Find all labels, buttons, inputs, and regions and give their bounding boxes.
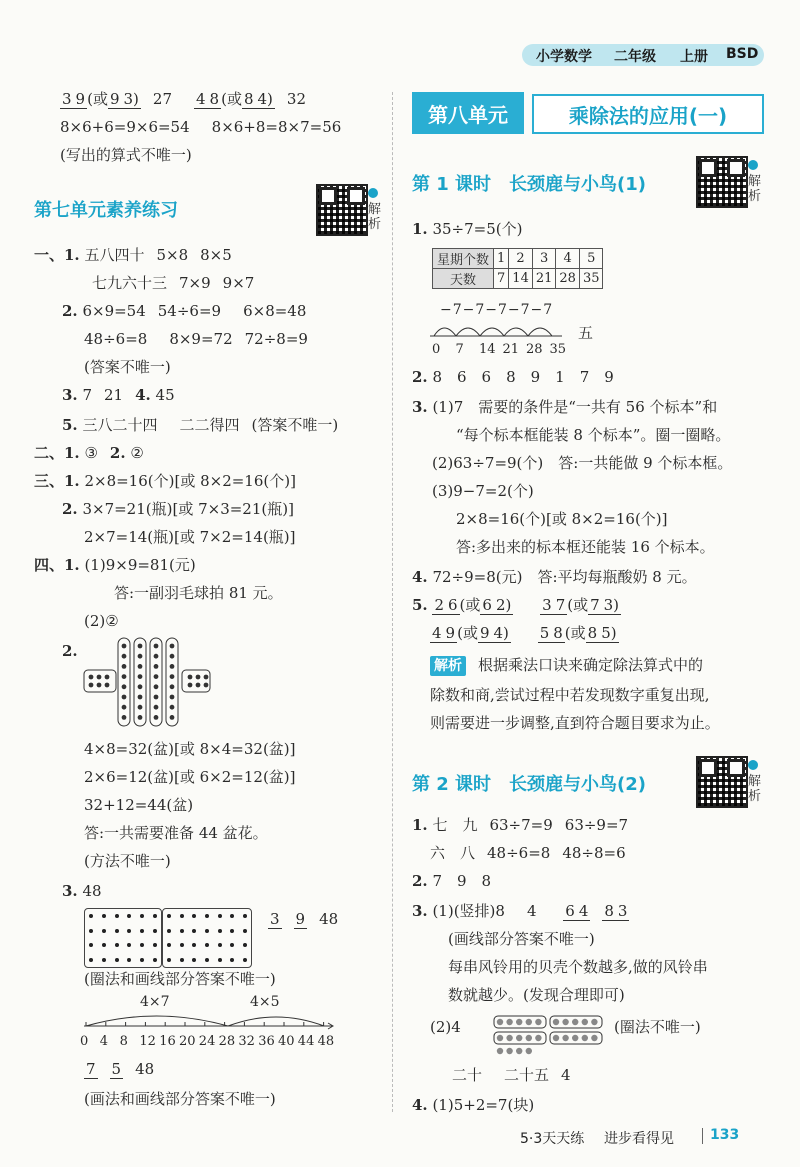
- flower-pot-dot: [154, 705, 159, 710]
- lesson1-title: 第 1 课时 长颈鹿与小鸟(1): [412, 174, 647, 195]
- qr-label: 解析: [368, 202, 382, 232]
- numline-arc2-label: 4×5: [250, 994, 280, 1010]
- table-cell: 4: [556, 249, 580, 269]
- l1-q3b: “每个标本框能装 8 个标本”。圈一圈略。: [456, 426, 731, 444]
- flower-pot-dot: [138, 674, 143, 679]
- flower-pot-dot: [138, 715, 143, 720]
- l2-q3-note: (画线部分答案不唯一): [448, 930, 595, 948]
- q1-3: 3. 7 21 4. 45: [62, 386, 175, 404]
- flower-pot-dot: [122, 674, 127, 679]
- dot: [230, 929, 234, 933]
- dot: [102, 943, 106, 947]
- l2-q3: 3. (1)(竖排)8 4 6 4 8 3: [412, 902, 628, 920]
- table-cell: 7: [494, 269, 509, 289]
- shell-dot: [497, 1019, 503, 1025]
- header-grade: 二年级: [614, 49, 656, 65]
- header-edition: BSD: [726, 46, 759, 62]
- dot: [205, 958, 209, 962]
- dot: [243, 914, 247, 918]
- shell-dot: [506, 1035, 512, 1041]
- dot: [205, 943, 209, 947]
- jumps-answer: 五: [578, 324, 594, 342]
- shell-dot: [553, 1035, 559, 1041]
- l1-q3: 3. (1)7 需要的条件是“一共有 56 个标本”和: [412, 398, 718, 416]
- dot: [115, 914, 119, 918]
- jump-tick-label: 35: [549, 342, 567, 357]
- q4-1: 四、1. (1)9×9=81(元): [34, 556, 196, 574]
- number-line-tick-label: 24: [198, 1034, 216, 1049]
- q1-5: 5. 三八二十四 二二得四 (答案不唯一): [62, 416, 339, 434]
- play-icon: [748, 160, 758, 170]
- shell-dot: [553, 1019, 559, 1025]
- shell-dot: [535, 1019, 541, 1025]
- flower-pot-dot: [154, 715, 159, 720]
- jiexi-line-1: 解析 根据乘法口诀来确定除法算式中的: [430, 654, 703, 676]
- q3-1: 三、1. 2×8=16(个)[或 8×2=16(个)]: [34, 472, 296, 490]
- flower-pot-dot: [154, 684, 159, 689]
- l1-q2: 2. 8 6 6 8 9 1 7 9: [412, 368, 614, 386]
- dot: [153, 958, 157, 962]
- flower-pot-dot: [154, 674, 159, 679]
- jiexi-line-2: 除数和商,尝试过程中若发现数字重复出现,: [430, 686, 710, 704]
- table-cell: 3: [532, 249, 556, 269]
- qr-code-icon: [696, 156, 748, 208]
- page-number: 133: [710, 1127, 740, 1143]
- q4-3-note: (圈法和画线部分答案不唯一): [84, 970, 276, 988]
- dot: [167, 958, 171, 962]
- number-line-tick-label: 40: [278, 1034, 295, 1049]
- l2-q3c: 每串风铃用的贝壳个数越多,做的风铃串: [448, 958, 708, 976]
- dot: [205, 929, 209, 933]
- q1-2: 2. 6×9=54 54÷6=9 6×8=48: [62, 302, 307, 320]
- numline-arc1-label: 4×7: [140, 994, 170, 1010]
- number-line-tick-label: 4: [99, 1034, 109, 1049]
- shell-dot: [535, 1035, 541, 1041]
- dot: [127, 914, 131, 918]
- dot: [180, 929, 184, 933]
- number-line-tick-label: 32: [238, 1034, 255, 1049]
- shell-dot: [582, 1019, 588, 1025]
- q1-1b: 七九六十三 7×9 9×7: [92, 274, 255, 292]
- dot: [89, 958, 93, 962]
- l2-q1b: 六 八 48÷6=8 48÷8=6: [430, 844, 626, 862]
- flower-pot-dot: [122, 644, 127, 649]
- number-line-tick-label: 20: [179, 1034, 196, 1049]
- jump-tick-label: 14: [479, 342, 496, 357]
- l1-q4: 4. 72÷9=8(元) 答:平均每瓶酸奶 8 元。: [412, 568, 697, 586]
- column-divider: [392, 92, 393, 1112]
- header-term: 上册: [680, 49, 708, 65]
- l2-q4: 4. (1)5+2=7(块): [412, 1096, 535, 1114]
- l2-q3e-label: (2)4: [430, 1018, 461, 1036]
- dot: [153, 914, 157, 918]
- unit-number: 第八单元: [412, 92, 524, 134]
- play-icon: [748, 760, 758, 770]
- q4-1-answer: 答:一副羽毛球拍 81 元。: [114, 584, 283, 602]
- dot: [230, 943, 234, 947]
- footer-slogan: 进步看得见: [604, 1131, 674, 1147]
- dot: [243, 929, 247, 933]
- dot: [218, 929, 222, 933]
- dot: [192, 914, 196, 918]
- l1-q1: 1. 35÷7=5(个): [412, 220, 523, 238]
- dot: [102, 929, 106, 933]
- l1-q3f: 答:多出来的标本框还能装 16 个标本。: [456, 538, 715, 556]
- flower-pot-dot: [170, 674, 175, 679]
- q4-3-bottom: 7 5 48: [86, 1060, 155, 1078]
- flower-pot-dot: [154, 644, 159, 649]
- qr-code-icon: [316, 184, 368, 236]
- dot: [218, 958, 222, 962]
- q4-2-answer: 答:一共需要准备 44 盆花。: [84, 824, 268, 842]
- l1-q5-row1: 5. 2 6 (或 6 2) 3 7 (或 7 3): [412, 596, 620, 614]
- table-cell: 21: [532, 269, 556, 289]
- flower-pot-dot: [138, 654, 143, 659]
- left-top-note: (写出的算式不唯一): [60, 146, 192, 164]
- number-line-tick-label: 0: [80, 1034, 89, 1049]
- dot: [180, 958, 184, 962]
- q4-2-note: (方法不唯一): [84, 852, 171, 870]
- table-cell: 5: [579, 249, 603, 269]
- flower-pot-dot: [170, 695, 175, 700]
- dot: [167, 914, 171, 918]
- flower-pot-dot: [170, 684, 175, 689]
- q4-2-line-1: 4×8=32(盆)[或 8×4=32(盆)]: [84, 740, 296, 758]
- dot: [140, 958, 144, 962]
- l1-q3e: 2×8=16(个)[或 8×2=16(个)]: [456, 510, 668, 528]
- dot: [102, 914, 106, 918]
- jump-tick-label: 21: [502, 342, 520, 357]
- dot: [140, 943, 144, 947]
- shell-dot: [591, 1035, 597, 1041]
- shell-dot: [516, 1048, 522, 1054]
- shell-dot: [572, 1035, 578, 1041]
- dot: [127, 929, 131, 933]
- number-line-tick-label: 12: [139, 1034, 156, 1049]
- flower-pot-dot: [154, 695, 159, 700]
- dot: [127, 958, 131, 962]
- table-cell: 1: [494, 249, 509, 269]
- flower-pot-dot: [170, 715, 175, 720]
- jump-tick-label: 28: [526, 342, 543, 357]
- dot: [89, 914, 93, 918]
- dot: [243, 943, 247, 947]
- flower-pot-dot: [138, 705, 143, 710]
- shell-dot: [506, 1048, 512, 1054]
- jump-tick-label: 0: [432, 342, 441, 357]
- flower-pot-dot: [122, 705, 127, 710]
- shell-dot: [526, 1019, 532, 1025]
- q2: 二、1. ③ 2. ②: [34, 444, 144, 462]
- shell-dot: [526, 1035, 532, 1041]
- qr-code-icon: [696, 756, 748, 808]
- table-cell: 35: [579, 269, 603, 289]
- q1-1: 一、1. 五八四十 5×8 8×5: [34, 246, 232, 264]
- dot: [115, 958, 119, 962]
- shell-dot: [516, 1035, 522, 1041]
- q1-2-note: (答案不唯一): [84, 358, 171, 376]
- q4-1b: (2)②: [84, 612, 119, 630]
- flower-pot-dot: [154, 664, 159, 669]
- dot: [140, 914, 144, 918]
- shell-dot: [497, 1035, 503, 1041]
- number-line-tick-label: 48: [317, 1034, 335, 1049]
- shell-dot: [506, 1019, 512, 1025]
- dot: [140, 929, 144, 933]
- l2-q1: 1. 七 九 63÷7=9 63÷9=7: [412, 816, 629, 834]
- dot: [192, 958, 196, 962]
- flower-pot-dot: [138, 644, 143, 649]
- number-line-tick-label: 16: [159, 1034, 176, 1049]
- shell-dot: [526, 1048, 532, 1054]
- q4-2-line-3: 32+12=44(盆): [84, 796, 194, 814]
- flower-pot-dot: [122, 664, 127, 669]
- dot: [167, 943, 171, 947]
- left-top-line-1: 3 9 (或 9 3) 27 4 8 (或 8 4) 32: [62, 90, 306, 108]
- lesson2-title: 第 2 课时 长颈鹿与小鸟(2): [412, 774, 647, 795]
- shell-dot: [562, 1019, 568, 1025]
- q4-2-line-2: 2×6=12(盆)[或 6×2=12(盆)]: [84, 768, 296, 786]
- flower-pot-dot: [122, 695, 127, 700]
- number-line-tick-label: 36: [258, 1034, 275, 1049]
- dot: [153, 943, 157, 947]
- q3-2: 2. 3×7=21(瓶)[或 7×3=21(瓶)]: [62, 500, 294, 518]
- l2-q3d: 数就越少。(发现合理即可): [448, 986, 625, 1004]
- q4-3: 3. 48: [62, 882, 102, 900]
- shell-groups-figure: [492, 1012, 610, 1056]
- shell-dot: [582, 1035, 588, 1041]
- table-cell: 28: [556, 269, 580, 289]
- dot: [167, 929, 171, 933]
- flower-pot-dot: [170, 654, 175, 659]
- table-cell: 14: [509, 269, 533, 289]
- shell-dot: [572, 1019, 578, 1025]
- dot-group-right: [162, 908, 252, 968]
- shell-dot: [497, 1048, 503, 1054]
- flower-pot-dot: [170, 664, 175, 669]
- dot: [115, 929, 119, 933]
- jumps-label: −7−7−7−7−7: [440, 302, 554, 318]
- footer-brand: 5·3天天练: [520, 1131, 585, 1147]
- l1-q3c: (2)63÷7=9(个) 答:一共能做 9 个标本框。: [432, 454, 733, 472]
- left-top-line-2: 8×6+6=9×6=54 8×6+8=8×7=56: [60, 118, 342, 136]
- number-line-tick-label: 28: [218, 1034, 236, 1049]
- jiexi-line-3: 则需要进一步调整,直到符合题目要求为止。: [430, 714, 720, 732]
- dot: [180, 914, 184, 918]
- dot: [192, 943, 196, 947]
- dot: [102, 958, 106, 962]
- q4-3-side: 3 9 48: [270, 910, 339, 928]
- q3-2b: 2×7=14(瓶)[或 7×2=14(瓶)]: [84, 528, 296, 546]
- dot: [230, 914, 234, 918]
- q1-2b: 48÷6=8 8×9=72 72÷8=9: [84, 330, 308, 348]
- dot: [153, 929, 157, 933]
- l2-q2: 2. 7 9 8: [412, 872, 492, 890]
- dot: [218, 914, 222, 918]
- header-subject: 小学数学: [536, 49, 592, 65]
- jump-tick-label: 7: [455, 342, 464, 357]
- play-icon: [368, 188, 378, 198]
- flower-pot-dot: [122, 684, 127, 689]
- shell-dot: [562, 1035, 568, 1041]
- l1-q5-row2: 4 9 (或 9 4) 5 8 (或 8 5): [432, 624, 617, 642]
- jiexi-tag: 解析: [430, 656, 466, 676]
- number-line-tick-label: 44: [297, 1034, 315, 1049]
- unit-banner: [412, 92, 764, 134]
- dot: [192, 929, 196, 933]
- table-cell: 2: [509, 249, 533, 269]
- flower-pot-dot: [122, 715, 127, 720]
- dot: [230, 958, 234, 962]
- flower-pot-dot: [170, 705, 175, 710]
- number-line-tick-label: 8: [119, 1034, 128, 1049]
- flower-pot-dot: [138, 684, 143, 689]
- flower-pot-dot: [122, 654, 127, 659]
- dot: [127, 943, 131, 947]
- jump-number-line: [430, 316, 570, 340]
- dot: [115, 943, 119, 947]
- number-line: [80, 1008, 340, 1032]
- qr-label: 解析: [748, 174, 762, 204]
- table-row2-head: 天数: [433, 269, 494, 289]
- qr-label: 解析: [748, 774, 762, 804]
- q4-3-note2: (画法和画线部分答案不唯一): [84, 1090, 276, 1108]
- l2-q3f: 二十 二十五 4: [452, 1066, 571, 1084]
- q4-2-label: 2.: [62, 642, 78, 660]
- l1-q3d: (3)9−7=2(个): [432, 482, 534, 500]
- days-table: [432, 248, 603, 289]
- flower-pot-dot: [154, 654, 159, 659]
- flower-pot-dot: [138, 695, 143, 700]
- l2-q3e-note: (圈法不唯一): [614, 1018, 701, 1036]
- dot: [89, 929, 93, 933]
- flower-pots-figure: [82, 636, 212, 728]
- dot: [243, 958, 247, 962]
- section-title-unit7: 第七单元素养练习: [34, 200, 178, 221]
- unit-title: 乘除法的应用(一): [532, 94, 764, 134]
- footer-separator: [702, 1128, 703, 1144]
- shell-dot: [516, 1019, 522, 1025]
- dot: [180, 943, 184, 947]
- header-bar: [522, 44, 764, 66]
- dot: [218, 943, 222, 947]
- flower-pot-dot: [170, 644, 175, 649]
- table-row1-head: 星期个数: [433, 249, 494, 269]
- flower-pot-dot: [138, 664, 143, 669]
- shell-dot: [591, 1019, 597, 1025]
- dot: [205, 914, 209, 918]
- dot-group-left: [84, 908, 162, 968]
- dot: [89, 943, 93, 947]
